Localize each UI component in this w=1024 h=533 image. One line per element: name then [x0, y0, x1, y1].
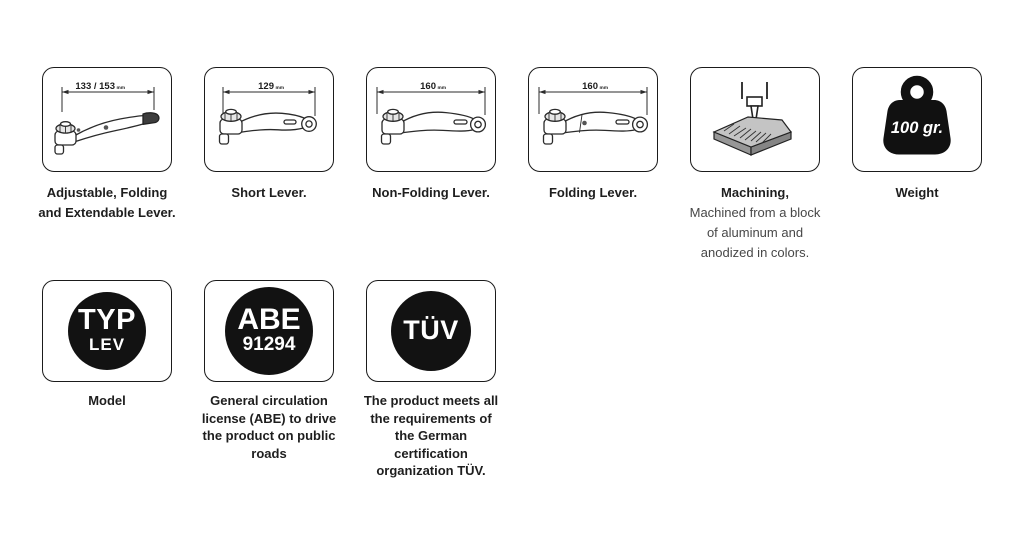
- weight-value-label: 100 gr.: [890, 118, 944, 137]
- lever-short-icon: [208, 76, 330, 164]
- lever-drawing: [220, 109, 317, 144]
- feature-caption: [193, 392, 345, 462]
- feature-title: Short Lever.: [231, 185, 307, 200]
- feature-image-frame: [204, 67, 334, 172]
- feature-caption: [841, 183, 993, 203]
- feature-title: The product meets all: [363, 393, 499, 408]
- feature-image-frame: [204, 280, 334, 382]
- feature-title: the German: [394, 428, 468, 443]
- feature-title: and Extendable Lever.: [38, 205, 176, 220]
- feature-caption: [31, 392, 183, 410]
- dimension-annotation: [223, 81, 315, 116]
- feature-card-non-folding-lever: [366, 67, 496, 263]
- feature-description: of aluminum and: [706, 225, 804, 240]
- feature-title: Non-Folding Lever.: [372, 185, 490, 200]
- lever-folding-icon: [532, 76, 654, 164]
- feature-image-frame: [42, 67, 172, 172]
- feature-caption: [517, 183, 669, 203]
- dimension-value: 160: [420, 80, 436, 92]
- badge-text-top: TYP: [78, 304, 136, 337]
- tuv-badge-icon: [391, 291, 471, 371]
- dimension-unit: mm: [437, 85, 447, 91]
- feature-title: Folding Lever.: [548, 185, 638, 200]
- feature-card-tuv-certification: [363, 280, 499, 480]
- feature-caption: [193, 183, 345, 203]
- dimension-value: 160: [582, 80, 598, 92]
- feature-title: the requirements of: [370, 410, 492, 426]
- feature-image-frame: [690, 67, 820, 172]
- feature-title: Model: [88, 393, 126, 408]
- weight-icon: [856, 72, 978, 168]
- feature-title: license (ABE) to drive: [201, 410, 337, 426]
- feature-image-frame: [42, 280, 172, 382]
- feature-caption: [679, 183, 831, 263]
- features-row-top: [38, 67, 982, 263]
- feature-description: Machined from a block: [689, 205, 821, 220]
- typ-lev-badge-icon: [68, 292, 146, 370]
- feature-card-short-lever: [204, 67, 334, 263]
- feature-title: General circulation: [210, 393, 328, 408]
- badge-text-top: TÜV: [403, 315, 459, 346]
- feature-card-machining: [690, 67, 820, 263]
- dimension-unit: mm: [275, 85, 285, 91]
- features-row-bottom: [42, 280, 499, 480]
- feature-title: the product on public: [202, 428, 336, 443]
- badge-text-bottom: 91294: [242, 334, 296, 356]
- milling-machine-icon: [694, 76, 816, 164]
- feature-title: roads: [251, 445, 287, 461]
- dimension-value: 133 / 153: [75, 80, 115, 92]
- feature-image-frame: [366, 67, 496, 172]
- feature-title: Machining,: [721, 185, 789, 200]
- lever-drawing: [382, 109, 486, 144]
- feature-card-folding-lever: [528, 67, 658, 263]
- feature-title: Weight: [895, 185, 939, 200]
- feature-title: certification: [394, 445, 468, 461]
- feature-image-frame: [852, 67, 982, 172]
- feature-card-adjustable-lever: [38, 67, 176, 263]
- badge-text-top: ABE: [237, 302, 301, 336]
- dimension-unit: mm: [116, 85, 126, 91]
- lever-adjustable-icon: [46, 76, 168, 164]
- abe-badge-icon: [225, 287, 313, 375]
- feature-image-frame: [366, 280, 496, 382]
- badge-text-bottom: LEV: [88, 335, 126, 354]
- feature-description: anodized in colors.: [700, 245, 810, 260]
- feature-card-model: [42, 280, 172, 480]
- lever-drawing: [544, 109, 648, 144]
- feature-title: organization TÜV.: [376, 463, 486, 478]
- dimension-value: 129: [258, 80, 274, 92]
- feature-card-weight: [852, 67, 982, 263]
- feature-caption: [355, 183, 507, 203]
- feature-image-frame: [528, 67, 658, 172]
- lever-non-folding-icon: [370, 76, 492, 164]
- feature-caption: [355, 392, 507, 480]
- feature-card-abe-license: [201, 280, 337, 480]
- feature-caption: [31, 183, 183, 223]
- dimension-unit: mm: [599, 85, 609, 91]
- dimension-annotation: [62, 81, 154, 112]
- feature-title: Adjustable, Folding: [46, 185, 168, 200]
- lever-drawing: [55, 112, 159, 153]
